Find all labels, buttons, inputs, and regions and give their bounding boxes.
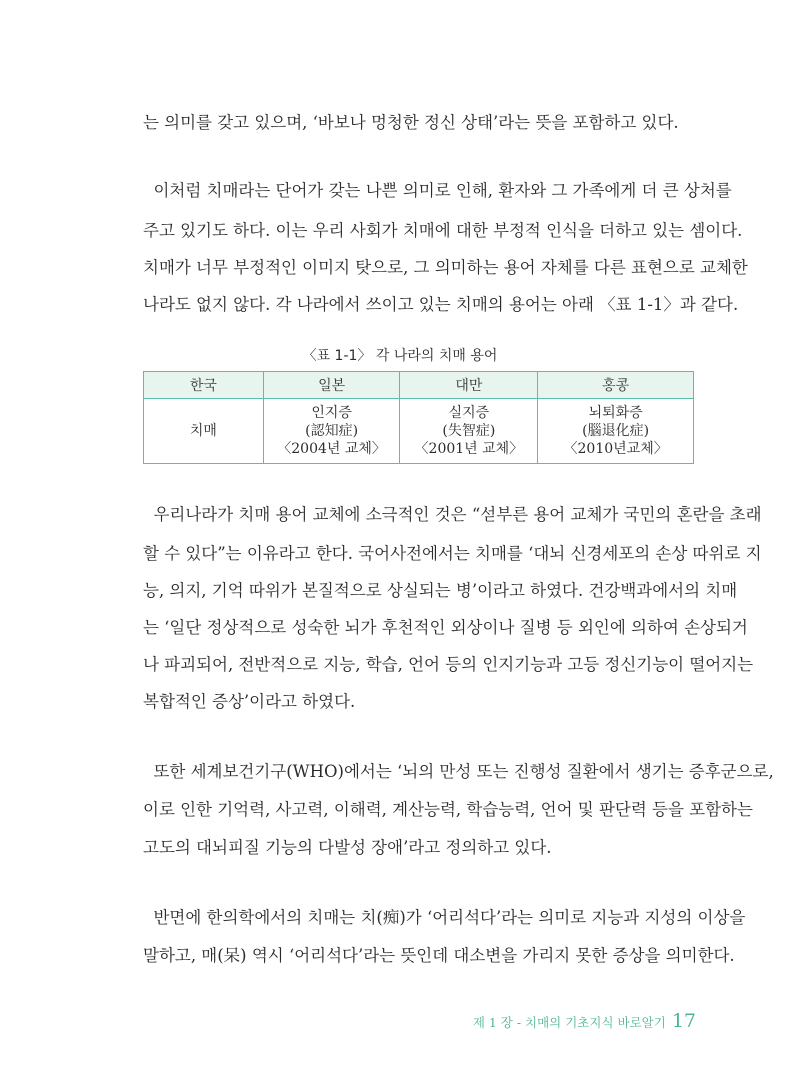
paragraph-line: 복합적인 증상’이라고 하였다. bbox=[143, 692, 356, 711]
paragraph-line: 할 수 있다”는 이유라고 한다. 국어사전에서는 치매를 ‘대뇌 신경세포의 손상 따위로 지 bbox=[143, 544, 762, 563]
table-header-row bbox=[144, 372, 694, 399]
cell-hongkong bbox=[538, 399, 694, 464]
cell-hanja: (認知症) bbox=[305, 423, 359, 439]
header-cell-taiwan: 대만 bbox=[400, 372, 538, 399]
paragraph-line: 치매가 너무 부정적인 이미지 탓으로, 그 의미하는 용어 자체를 다른 표현으로 교체한 bbox=[143, 258, 748, 277]
table-row bbox=[144, 399, 694, 464]
cell-term: 치매 bbox=[189, 423, 217, 439]
table-caption: 〈표 1-1〉 각 나라의 치매 용어 bbox=[302, 348, 498, 364]
cell-hanja: (腦退化症) bbox=[582, 423, 650, 439]
paragraph-line: 는 의미를 갖고 있으며, ‘바보나 멍청한 정신 상태’라는 뜻을 포함하고 있다. bbox=[143, 113, 679, 132]
paragraph-line: 우리나라가 치매 용어 교체에 소극적인 것은 “섣부른 용어 교체가 국민의 혼란을 초래 bbox=[143, 505, 762, 524]
cell-year: 〈2010년교체〉 bbox=[563, 441, 668, 457]
header-cell-japan: 일본 bbox=[263, 372, 400, 399]
paragraph-line: 반면에 한의학에서의 치매는 치(痴)가 ‘어리석다’라는 의미로 지능과 지성의 이상을 bbox=[143, 908, 746, 927]
cell-japan bbox=[263, 399, 400, 464]
paragraph-line: 나 파괴되어, 전반적으로 지능, 학습, 언어 등의 인지기능과 고등 정신기능이 떨어지는 bbox=[143, 655, 754, 674]
cell-year: 〈2001년 교체〉 bbox=[414, 441, 524, 457]
dementia-terms-table bbox=[143, 371, 694, 464]
cell-hanja: (失智症) bbox=[442, 423, 496, 439]
cell-taiwan bbox=[400, 399, 538, 464]
page-number: 17 bbox=[671, 1010, 696, 1032]
header-cell-korea: 한국 bbox=[144, 372, 264, 399]
paragraph-line: 고도의 대뇌피질 기능의 다발성 장애’라고 정의하고 있다. bbox=[143, 838, 552, 857]
cell-term: 실지증 bbox=[448, 405, 490, 421]
cell-year: 〈2004년 교체〉 bbox=[277, 441, 386, 457]
paragraph-line: 또한 세계보건기구(WHO)에서는 ‘뇌의 만성 또는 진행성 질환에서 생기는 증후군으로, bbox=[143, 762, 774, 781]
header-cell-hongkong: 홍콩 bbox=[538, 372, 694, 399]
paragraph-line: 이로 인한 기억력, 사고력, 이해력, 계산능력, 학습능력, 언어 및 판단력 등을 포함하는 bbox=[143, 800, 753, 819]
paragraph-line: 는 ‘일단 정상적으로 성숙한 뇌가 후천적인 외상이나 질병 등 외인에 의하여 손상되거 bbox=[143, 618, 748, 637]
paragraph-line: 나라도 없지 않다. 각 나라에서 쓰이고 있는 치매의 용어는 아래 〈표 1-1〉과 같다. bbox=[143, 295, 739, 314]
page-footer bbox=[473, 1010, 696, 1032]
paragraph-line: 주고 있기도 하다. 이는 우리 사회가 치매에 대한 부정적 인식을 더하고 있는 셈이다. bbox=[143, 221, 743, 240]
paragraph-line: 말하고, 매(呆) 역시 ‘어리석다’라는 뜻인데 대소변을 가리지 못한 증상을 의미한다. bbox=[143, 946, 735, 965]
chapter-title: 제 1 장 - 치매의 기초지식 바로알기 bbox=[472, 1015, 666, 1030]
cell-term: 뇌퇴화증 bbox=[588, 405, 643, 421]
paragraph-line: 이처럼 치매라는 단어가 갖는 나쁜 의미로 인해, 환자와 그 가족에게 더 큰 상처를 bbox=[143, 181, 732, 200]
cell-korea bbox=[144, 399, 264, 464]
cell-term: 인지증 bbox=[311, 405, 352, 421]
paragraph-line: 능, 의지, 기억 따위가 본질적으로 상실되는 병’이라고 하였다. 건강백과에서의 치매 bbox=[143, 581, 738, 600]
